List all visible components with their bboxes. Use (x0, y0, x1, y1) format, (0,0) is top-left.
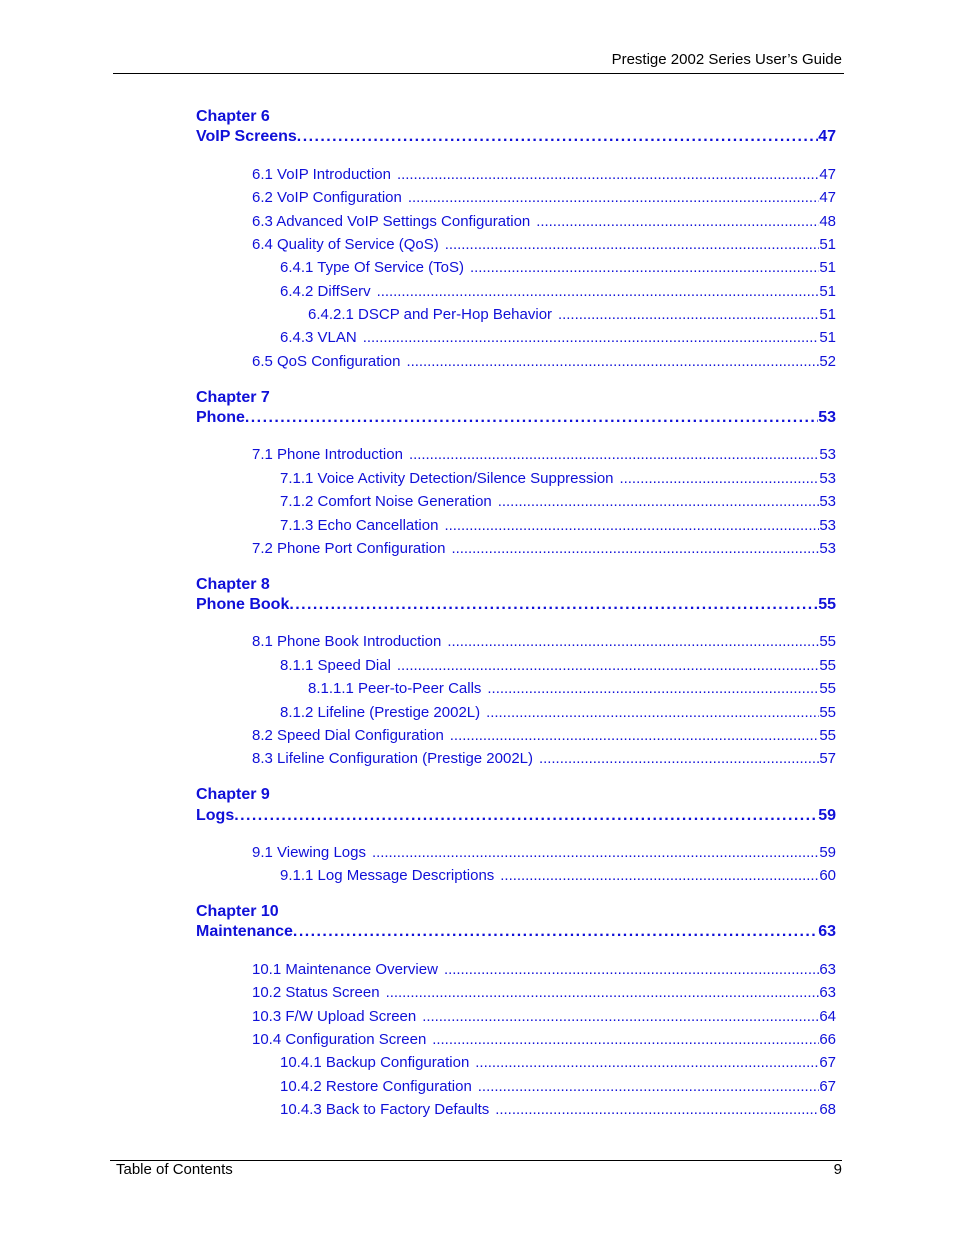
entry-title: 10.4.1 Backup Configuration (280, 1054, 470, 1071)
toc-entry[interactable] (252, 984, 836, 1001)
entry-title: 8.1.1.1 Peer-to-Peer Calls (308, 680, 482, 697)
entry-title: 10.4 Configuration Screen (252, 1031, 427, 1048)
page-header-title: Prestige 2002 Series User’s Guide (611, 51, 842, 68)
entry-title: 6.3 Advanced VoIP Settings Configuration (252, 213, 531, 230)
page-number: 52 (819, 353, 836, 370)
toc-entry[interactable] (252, 633, 836, 650)
entry-title: 9.1 Viewing Logs (252, 844, 366, 861)
entry-title: 8.1 Phone Book Introduction (252, 633, 442, 650)
entry-title: 6.2 VoIP Configuration (252, 189, 402, 206)
dot-leader (620, 470, 820, 487)
dot-leader (451, 540, 819, 557)
entry-title: 6.5 QoS Configuration (252, 353, 401, 370)
toc-entry[interactable] (252, 353, 836, 370)
toc-entry[interactable] (280, 704, 836, 721)
dot-leader (536, 213, 819, 230)
dot-leader (447, 633, 819, 650)
page-number: 51 (819, 329, 836, 346)
dot-leader (397, 657, 819, 674)
page-number: 48 (819, 213, 836, 230)
chapter-label: Chapter 10 (196, 903, 279, 920)
dot-leader (486, 704, 819, 721)
page-number: 53 (818, 409, 836, 426)
toc-entry[interactable] (280, 470, 836, 487)
chapter-title: Phone Book (196, 596, 290, 613)
toc-chapter-link[interactable] (196, 409, 836, 427)
dot-leader (377, 283, 820, 300)
dot-leader (234, 807, 818, 825)
toc-entry[interactable] (280, 517, 836, 534)
dot-leader (432, 1031, 819, 1048)
entry-title: 7.1.2 Comfort Noise Generation (280, 493, 492, 510)
page-number: 59 (818, 807, 836, 824)
page-number: 53 (819, 493, 836, 510)
page-number: 53 (819, 470, 836, 487)
toc-entry[interactable] (280, 283, 836, 300)
entry-title: 10.4.2 Restore Configuration (280, 1078, 472, 1095)
toc-entry[interactable] (280, 867, 836, 884)
toc-entry[interactable] (308, 306, 836, 323)
page-number: 55 (819, 727, 836, 744)
toc-entry[interactable] (280, 1054, 836, 1071)
dot-leader (422, 1008, 819, 1025)
page-number: 64 (819, 1008, 836, 1025)
toc-entry[interactable] (252, 213, 836, 230)
chapter-label: Chapter 7 (196, 389, 270, 406)
header-rule (113, 73, 844, 74)
entry-title: 7.2 Phone Port Configuration (252, 540, 446, 557)
page-number: 66 (819, 1031, 836, 1048)
toc-entry[interactable] (280, 493, 836, 510)
toc-entry[interactable] (252, 540, 836, 557)
page-number: 55 (819, 633, 836, 650)
dot-leader (245, 409, 818, 427)
dot-leader (495, 1101, 819, 1118)
toc-chapter-link[interactable] (196, 807, 836, 825)
page-number: 57 (819, 750, 836, 767)
toc-entry[interactable] (252, 750, 836, 767)
entry-title: 9.1.1 Log Message Descriptions (280, 867, 495, 884)
dot-leader (397, 166, 819, 183)
toc-entry[interactable] (252, 1031, 836, 1048)
page-number: 53 (819, 540, 836, 557)
footer-section-title: Table of Contents (116, 1161, 233, 1178)
page-number: 59 (819, 844, 836, 861)
dot-leader (444, 517, 819, 534)
dot-leader (475, 1054, 819, 1071)
toc-entry[interactable] (280, 259, 836, 276)
dot-leader (498, 493, 820, 510)
toc-entry[interactable] (308, 680, 836, 697)
toc-chapter-link[interactable] (196, 923, 836, 941)
toc-entry[interactable] (280, 329, 836, 346)
chapter-label: Chapter 8 (196, 576, 270, 593)
chapter-label: Chapter 9 (196, 786, 270, 803)
toc-chapter-link[interactable] (196, 128, 836, 146)
page-number: 53 (819, 517, 836, 534)
entry-title: 10.1 Maintenance Overview (252, 961, 438, 978)
chapter-title: Phone (196, 409, 245, 426)
page-number: 67 (819, 1078, 836, 1095)
entry-title: 6.4.2 DiffServ (280, 283, 371, 300)
dot-leader (450, 727, 820, 744)
entry-title: 10.4.3 Back to Factory Defaults (280, 1101, 490, 1118)
dot-leader (444, 961, 819, 978)
dot-leader (363, 329, 820, 346)
dot-leader (297, 128, 818, 146)
entry-title: 7.1.1 Voice Activity Detection/Silence Suppression (280, 470, 614, 487)
toc-entry[interactable] (252, 446, 836, 463)
chapter-title: Maintenance (196, 923, 293, 940)
page-number: 47 (819, 166, 836, 183)
entry-title: 6.4.2.1 DSCP and Per-Hop Behavior (308, 306, 553, 323)
chapter-label: Chapter 6 (196, 108, 270, 125)
toc-entry[interactable] (252, 844, 836, 861)
dot-leader (406, 353, 819, 370)
entry-title: 10.2 Status Screen (252, 984, 380, 1001)
page-number: 55 (818, 596, 836, 613)
entry-title: 8.1.1 Speed Dial (280, 657, 391, 674)
entry-title: 6.4.3 VLAN (280, 329, 357, 346)
entry-title: 10.3 F/W Upload Screen (252, 1008, 417, 1025)
toc-entry[interactable] (252, 189, 836, 206)
entry-title: 8.2 Speed Dial Configuration (252, 727, 444, 744)
dot-leader (408, 189, 819, 206)
toc-entry[interactable] (252, 961, 836, 978)
entry-title: 6.4 Quality of Service (QoS) (252, 236, 439, 253)
chapter-title: Logs (196, 807, 235, 824)
page-number: 68 (819, 1101, 836, 1118)
dot-leader (500, 867, 819, 884)
page-number: 63 (818, 923, 836, 940)
toc-entry[interactable] (280, 657, 836, 674)
dot-leader (470, 259, 819, 276)
entry-title: 6.1 VoIP Introduction (252, 166, 391, 183)
entry-title: 7.1.3 Echo Cancellation (280, 517, 439, 534)
dot-leader (386, 984, 820, 1001)
page-number: 47 (818, 128, 836, 145)
toc-entry[interactable] (280, 1101, 836, 1118)
toc-entry[interactable] (252, 1008, 836, 1025)
page-number: 51 (819, 259, 836, 276)
page-number: 51 (819, 306, 836, 323)
entry-title: 8.1.2 Lifeline (Prestige 2002L) (280, 704, 481, 721)
page-number: 55 (819, 704, 836, 721)
chapter-title: VoIP Screens (196, 128, 297, 145)
dot-leader (409, 446, 819, 463)
dot-leader (478, 1078, 820, 1095)
dot-leader (445, 236, 820, 253)
page-number: 60 (819, 867, 836, 884)
page-number: 55 (819, 680, 836, 697)
page-number: 67 (819, 1054, 836, 1071)
entry-title: 7.1 Phone Introduction (252, 446, 403, 463)
page-number: 53 (819, 446, 836, 463)
page-number: 51 (819, 236, 836, 253)
toc-entry[interactable] (280, 1078, 836, 1095)
page-number: 55 (819, 657, 836, 674)
page-number: 63 (819, 984, 836, 1001)
page-number: 47 (819, 189, 836, 206)
page-number: 51 (819, 283, 836, 300)
toc-entry[interactable] (252, 236, 836, 253)
entry-title: 6.4.1 Type Of Service (ToS) (280, 259, 464, 276)
page-number: 63 (819, 961, 836, 978)
entry-title: 8.3 Lifeline Configuration (Prestige 2002L) (252, 750, 534, 767)
toc-entry[interactable] (252, 727, 836, 744)
dot-leader (372, 844, 819, 861)
dot-leader (539, 750, 819, 767)
dot-leader (558, 306, 819, 323)
footer-page-number: 9 (833, 1161, 842, 1178)
dot-leader (487, 680, 819, 697)
toc-entry[interactable] (252, 166, 836, 183)
dot-leader (289, 596, 818, 614)
toc-chapter-link[interactable] (196, 596, 836, 614)
dot-leader (293, 923, 818, 941)
